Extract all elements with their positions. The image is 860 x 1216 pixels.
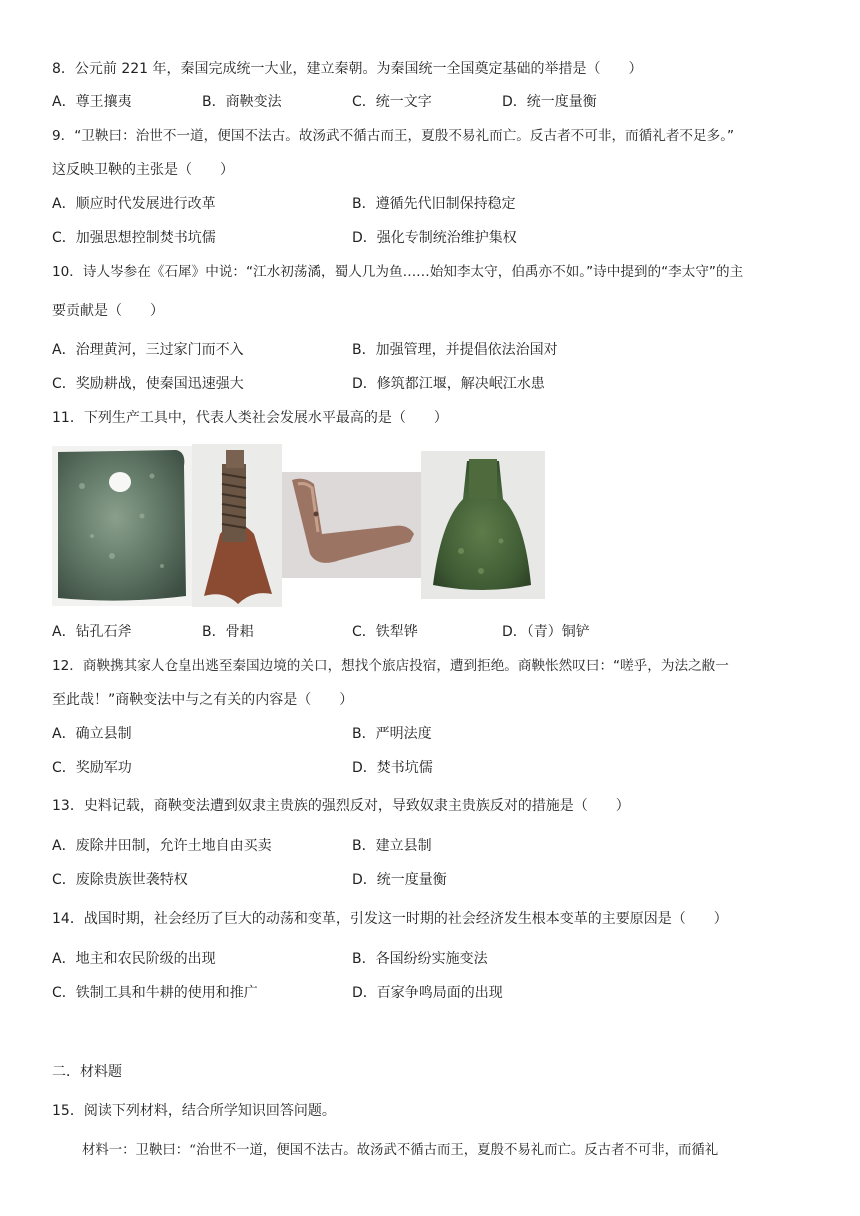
q12-option-b: B．严明法度: [352, 726, 432, 742]
q13-option-a: A．废除井田制，允许土地自由买卖: [52, 838, 272, 854]
bone-spade-image: [192, 444, 282, 607]
q9-stem-line1: 9．“卫鞅曰：治世不一道，便国不法古。故汤武不循古而王，夏殷不易礼而亡。反古者不可非，而循礼者不足多。”: [52, 128, 735, 144]
q14-option-d: D．百家争鸣局面的出现: [352, 985, 503, 1001]
q12-option-a: A．确立县制: [52, 726, 132, 742]
q8-option-a: A．尊王攘夷: [52, 94, 132, 110]
q12-option-c: C．奖励军功: [52, 760, 132, 776]
q9-option-b: B．遵循先代旧制保持稳定: [352, 196, 516, 212]
q15-material1: 材料一：卫鞅曰：“治世不一道，便国不法古。故汤武不循古而王，夏殷不易礼而亡。反古者不可非，而循礼: [82, 1143, 719, 1158]
iron-ploughshare-image: [282, 472, 422, 578]
drilled-stone-axe-image: [52, 446, 192, 606]
q8-option-c: C．统一文字: [352, 94, 432, 110]
q10-option-b: B．加强管理，并提倡依法治国对: [352, 342, 558, 358]
q14-option-a: A．地主和农民阶级的出现: [52, 951, 216, 967]
q9-option-c: C．加强思想控制焚书坑儒: [52, 230, 216, 246]
q11-option-a: A．钻孔石斧: [52, 624, 132, 640]
q9-option-a: A．顺应时代发展进行改革: [52, 196, 216, 212]
q10-stem-line1: 10．诗人岑参在《石犀》中说：“江水初荡潏，蜀人几为鱼……始知李太守，伯禹亦不如。”诗中提到的“李太守”的主: [52, 264, 744, 280]
q10-option-d: D．修筑都江堰，解决岷江水患: [352, 376, 545, 392]
q13-option-c: C．废除贵族世袭特权: [52, 872, 188, 888]
q14-option-c: C．铁制工具和牛耕的使用和推广: [52, 985, 258, 1001]
q13-option-b: B．建立县制: [352, 838, 432, 854]
q13-option-d: D．统一度量衡: [352, 872, 447, 888]
q8-stem: 8．公元前 221 年，秦国完成统一大业，建立秦朝。为秦国统一全国奠定基础的举措是（ ）: [52, 61, 643, 77]
q8-option-b: B．商鞅变法: [202, 94, 282, 110]
q8-option-d: D．统一度量衡: [502, 94, 597, 110]
q9-stem-line2: 这反映卫鞅的主张是（ ）: [52, 162, 234, 178]
q15-stem: 15．阅读下列材料，结合所学知识回答问题。: [52, 1103, 336, 1119]
q14-stem: 14．战国时期，社会经历了巨大的动荡和变革，引发这一时期的社会经济发生根本变革的主要原因是（ ）: [52, 911, 728, 927]
q14-option-b: B．各国纷纷实施变法: [352, 951, 488, 967]
q10-option-a: A．治理黄河，三过家门而不入: [52, 342, 244, 358]
q13-stem: 13．史料记载，商鞅变法遭到奴隶主贵族的强烈反对，导致奴隶主贵族反对的措施是（ ）: [52, 798, 630, 814]
section-heading: 二．材料题: [52, 1064, 122, 1080]
q10-option-c: C．奖励耕战，使秦国迅速强大: [52, 376, 244, 392]
q12-stem-line2: 至此哉！”商鞅变法中与之有关的内容是（ ）: [52, 692, 354, 708]
q11-stem: 11．下列生产工具中，代表人类社会发展水平最高的是（ ）: [52, 410, 448, 426]
bronze-shovel-image: [421, 451, 545, 599]
q10-stem-line2: 要贡献是（ ）: [52, 303, 164, 319]
q12-option-d: D．焚书坑儒: [352, 760, 433, 776]
q11-option-c: C．铁犁铧: [352, 624, 418, 640]
q12-stem-line1: 12．商鞅携其家人仓皇出逃至秦国边境的关口，想找个旅店投宿，遭到拒绝。商鞅怅然叹曰：“嗟乎，为法之敝一: [52, 658, 729, 674]
q11-option-b: B．骨耜: [202, 624, 254, 640]
q9-option-d: D．强化专制统治维护集权: [352, 230, 517, 246]
q11-option-d: D．（青）铜铲: [502, 624, 590, 640]
